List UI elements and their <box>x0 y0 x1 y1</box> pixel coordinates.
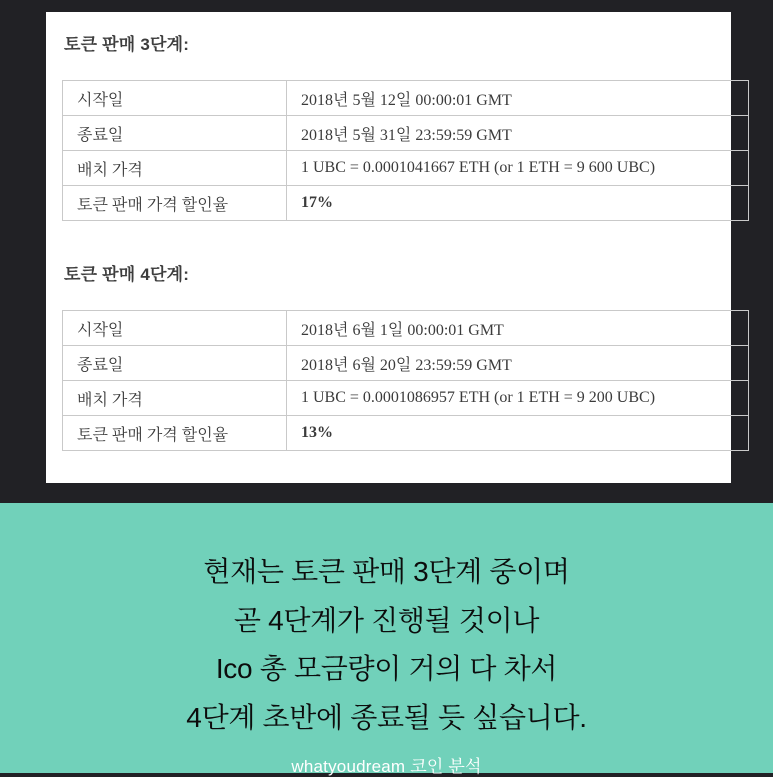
table-row <box>63 381 749 416</box>
credit-text: whatyoudream 코인 분석 <box>291 757 482 776</box>
token-sale-card <box>46 12 731 483</box>
row-value-batch-price: 1 UBC = 0.0001041667 ETH (or 1 ETH = 9 600 UBC) <box>287 151 749 186</box>
teal-caption-banner <box>0 503 773 776</box>
phase3-table <box>62 80 749 221</box>
row-value-end-date: 2018년 6월 20일 23:59:59 GMT <box>287 346 749 381</box>
row-label-discount: 토큰 판매 가격 할인율 <box>63 186 287 221</box>
caption-line-4: 4단계 초반에 종료될 듯 싶습니다. <box>186 701 587 733</box>
row-label-discount: 토큰 판매 가격 할인율 <box>63 416 287 451</box>
phase4-title: 토큰 판매 4단계: <box>64 265 190 284</box>
row-label-end-date: 종료일 <box>63 116 287 151</box>
caption-line-2: 곧 4단계가 진행될 것이나 <box>233 604 540 636</box>
table-row <box>63 186 749 221</box>
table-row <box>63 311 749 346</box>
row-label-batch-price: 배치 가격 <box>63 151 287 186</box>
row-value-end-date: 2018년 5월 31일 23:59:59 GMT <box>287 116 749 151</box>
row-value-batch-price: 1 UBC = 0.0001086957 ETH (or 1 ETH = 9 200 UBC) <box>287 381 749 416</box>
phase4-table <box>62 310 749 451</box>
row-label-batch-price: 배치 가격 <box>63 381 287 416</box>
caption-line-3: Ico 총 모금량이 거의 다 차서 <box>215 653 558 684</box>
table-row <box>63 416 749 451</box>
table-row <box>63 151 749 186</box>
row-value-discount: 17% <box>287 186 749 221</box>
table-row <box>63 81 749 116</box>
phase3-title: 토큰 판매 3단계: <box>64 35 190 54</box>
row-value-start-date: 2018년 5월 12일 00:00:01 GMT <box>287 81 749 116</box>
row-value-start-date: 2018년 6월 1일 00:00:01 GMT <box>287 311 749 346</box>
caption-line-1: 현재는 토큰 판매 3단계 중이며 <box>203 556 570 587</box>
row-label-start-date: 시작일 <box>63 81 287 116</box>
row-value-discount: 13% <box>287 416 749 451</box>
row-label-start-date: 시작일 <box>63 311 287 346</box>
table-row <box>63 116 749 151</box>
table-row <box>63 346 749 381</box>
row-label-end-date: 종료일 <box>63 346 287 381</box>
